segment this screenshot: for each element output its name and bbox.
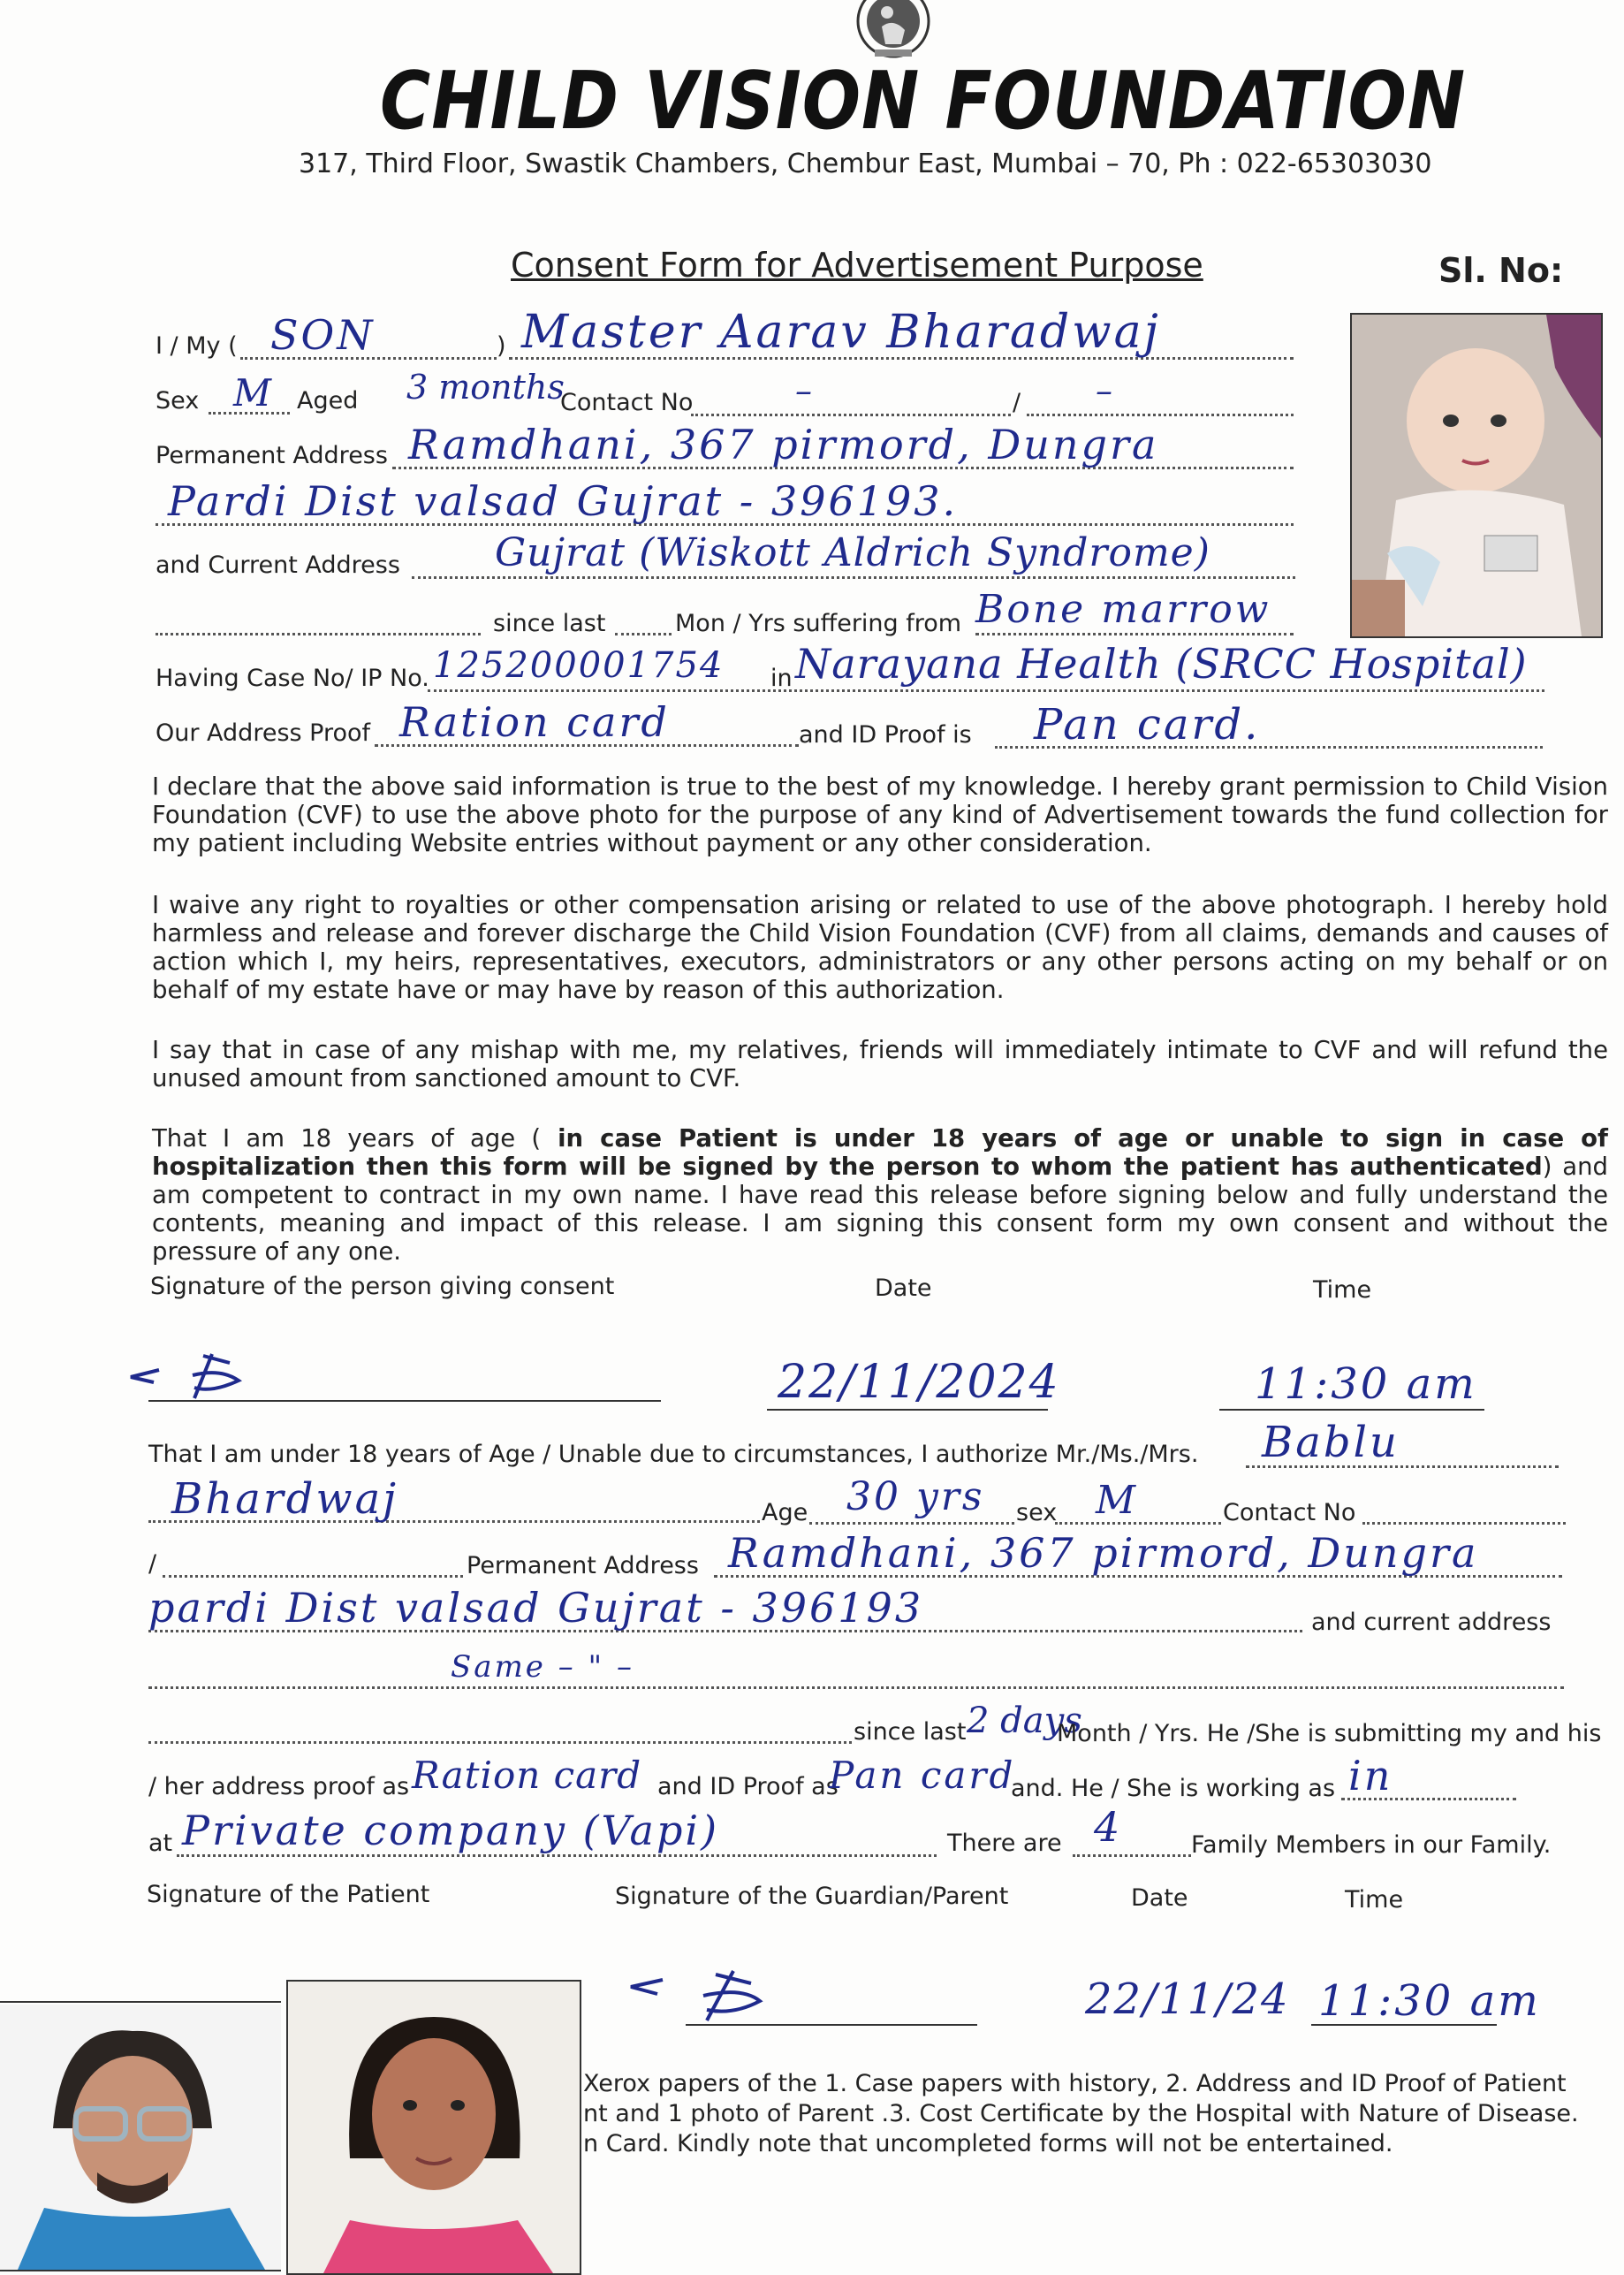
final-date-value: 22/11/24 — [1085, 1974, 1290, 2024]
serial-number-label: Sl. No: — [1438, 251, 1564, 290]
label-current-address: and Current Address — [156, 552, 400, 579]
guardian-working-value: in — [1348, 1752, 1393, 1799]
final-time-value: 11:30 am — [1318, 1976, 1541, 2026]
label-there-are: There are — [947, 1830, 1062, 1857]
consent-signature — [124, 1349, 256, 1402]
address-proof-value: Ration card — [399, 698, 670, 746]
label-working-as: and. He / She is working as — [1011, 1775, 1336, 1802]
org-name: CHILD VISION FOUNDATION — [380, 56, 1467, 148]
patient-sex-value: M — [233, 371, 275, 415]
guardian-permanent-line1: Ramdhani, 367 pirmord, Dungra — [728, 1529, 1479, 1577]
guardian-mother-photo — [286, 1980, 581, 2275]
label-date-1: Date — [875, 1274, 932, 1302]
label-aged: Aged — [297, 387, 359, 415]
footer-note-line2: nt and 1 photo of Parent .3. Cost Certificate by the Hospital with Nature of Disease. — [583, 2100, 1579, 2127]
family-count-value: 4 — [1094, 1803, 1123, 1851]
patient-contact-2: – — [1096, 371, 1115, 410]
guardian-contact-slash: / — [148, 1550, 157, 1578]
guardian-age-value: 30 yrs — [846, 1474, 985, 1519]
patient-permanent-line1: Ramdhani, 367 pirmord, Dungra — [408, 421, 1159, 468]
label-since-last: since last — [493, 610, 606, 637]
guardian-since-last-value: 2 days — [967, 1701, 1082, 1741]
label-id-proof: and ID Proof is — [799, 721, 972, 749]
label-at: at — [148, 1830, 173, 1857]
guardian-last-name: Bhardwaj — [171, 1474, 399, 1524]
consent-date-value: 22/11/2024 — [778, 1356, 1060, 1409]
label-address-proof: Our Address Proof — [156, 719, 371, 747]
label-time-2: Time — [1345, 1886, 1404, 1914]
patient-permanent-line2: Pardi Dist valsad Gujrat - 396193. — [168, 477, 959, 525]
label-sex: Sex — [156, 387, 200, 415]
id-proof-value: Pan card. — [1034, 700, 1261, 749]
org-address: 317, Third Floor, Swastik Chambers, Chembur East, Mumbai – 70, Ph : 022-65303030 — [299, 148, 1432, 179]
guardian-company-value: Private company (Vapi) — [182, 1807, 720, 1854]
label-signature-guardian: Signature of the Guardian/Parent — [615, 1883, 1009, 1910]
label-time-1: Time — [1313, 1276, 1372, 1304]
guardian-current-address: Same – " – — [451, 1649, 634, 1685]
label-guardian-permanent: Permanent Address — [467, 1552, 699, 1579]
patient-current-address: Gujrat (Wiskott Aldrich Syndrome) — [495, 530, 1210, 575]
footer-note-line1: Xerox papers of the 1. Case papers with history, 2. Address and ID Proof of Patient — [583, 2070, 1567, 2097]
guardian-intro: That I am under 18 years of Age / Unable due to circumstances, I authorize Mr./Ms./Mrs. — [148, 1441, 1199, 1468]
label-guardian-age: Age — [762, 1499, 808, 1526]
guardian-sex-value: M — [1096, 1478, 1139, 1523]
waiver-paragraph: I waive any right to royalties or other compensation arising or related to use of the above photograph. I hereby hold harmless and release and forever discharge the Child Vision Foundation (CVF) from all claims, demands and causes of action which I, my heirs, representatives, executors, administrators or any other persons acting on my behalf or on behalf of my estate have or may have by reason of this authorization. — [152, 891, 1608, 1004]
declaration-paragraph: I declare that the above said information is true to the best of my knowledge. I hereby grant permission to Child Vision Foundation (CVF) to use the above photo for the purpose of any kind of Advertisement towards the fund collection for my patient including Website entries without payment or any other consideration. — [152, 772, 1608, 857]
logo-emblem-icon — [855, 0, 931, 58]
label-guardian-sex: sex — [1016, 1499, 1058, 1526]
case-number-value: 125200001754 — [433, 645, 725, 686]
contact-slash: / — [1013, 389, 1021, 416]
mishap-paragraph: I say that in case of any mishap with me, my relatives, friends will immediately intimate to CVF and will refund the unused amount from sanctioned amount to CVF. — [152, 1036, 1608, 1092]
label-guardian-since-last: since last — [854, 1718, 967, 1746]
label-signature-consent: Signature of the person giving consent — [150, 1273, 615, 1300]
patient-name-value: Master Aarav Bharadwaj — [521, 306, 1161, 359]
hospital-value: Narayana Health (SRCC Hospital) — [795, 640, 1528, 688]
label-close-paren: ) — [497, 332, 506, 360]
footer-note-line3: n Card. Kindly note that uncompleted forms will not be entertained. — [583, 2130, 1393, 2157]
patient-contact-1: – — [795, 371, 815, 410]
guardian-permanent-line2: pardi Dist valsad Gujrat - 396193 — [148, 1584, 924, 1632]
guardian-address-proof-value: Ration card — [412, 1754, 642, 1797]
label-month-yrs: Month / Yrs. He /She is submitting my and his — [1057, 1720, 1602, 1747]
relation-value: SON — [270, 311, 376, 359]
label-contact: Contact No — [560, 389, 694, 416]
label-guardian-contact: Contact No — [1223, 1499, 1356, 1526]
consent-time-value: 11:30 am — [1255, 1359, 1477, 1409]
label-in: in — [770, 665, 793, 692]
label-case-no: Having Case No/ IP No. — [156, 665, 429, 692]
label-permanent-address: Permanent Address — [156, 442, 388, 469]
suffering-from-value: Bone marrow — [975, 587, 1271, 632]
patient-photo — [1350, 313, 1603, 638]
label-suffering: Mon / Yrs suffering from — [675, 610, 962, 637]
label-guardian-current: and current address — [1311, 1609, 1552, 1636]
guardian-id-proof-value: Pan card — [829, 1754, 1016, 1797]
label-guardian-id-proof: and ID Proof as — [657, 1773, 839, 1800]
patient-age-value: 3 months — [406, 368, 565, 407]
label-family-members: Family Members in our Family. — [1191, 1831, 1552, 1859]
guardian-first-name: Bablu — [1262, 1418, 1400, 1467]
label-signature-patient: Signature of the Patient — [147, 1881, 430, 1908]
form-title: Consent Form for Advertisement Purpose — [511, 246, 1203, 285]
label-date-2: Date — [1131, 1884, 1188, 1912]
age-paragraph: That I am 18 years of age ( in case Patient is under 18 years of age or unable to sign in case of hospitalization then this form will be signed by the person to whom the patient has authenticated) and am competent to contract in my own name. I have read this release before signing below and fully understand the contents, meaning and impact of this release. I am signing this consent form my own consent and without the pressure of any one. — [152, 1124, 1608, 1266]
guardian-father-photo — [0, 2005, 281, 2271]
label-i-my: I / My ( — [156, 332, 238, 360]
label-her-address-proof: / her address proof as — [148, 1773, 410, 1800]
guardian-signature — [618, 1964, 778, 2026]
